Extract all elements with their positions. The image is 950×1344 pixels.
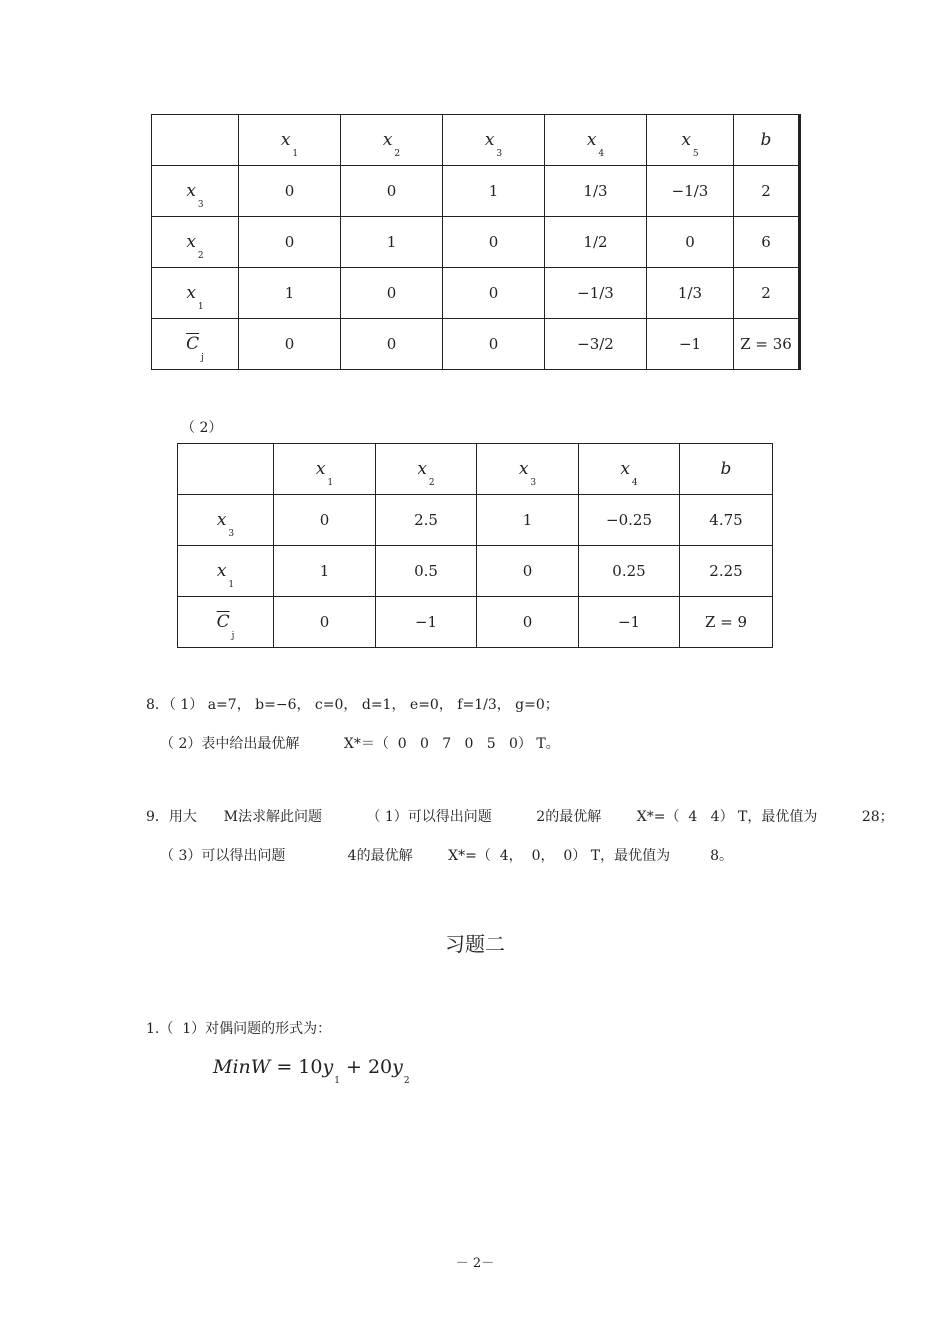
- table-cell: 0: [477, 546, 579, 597]
- header-cell: $x_3$: [477, 444, 579, 495]
- formula-coef-1: 10: [298, 1056, 323, 1078]
- answer-9-line-2: （ 3）可以得出问题 4的最优解 X*=（ 4， 0， 0） T，最优值为 8。: [160, 848, 734, 864]
- table-cell: 1: [274, 546, 376, 597]
- table-row: [152, 268, 800, 319]
- formula-sub-2: 2: [403, 1076, 410, 1086]
- objective-formula: [213, 1056, 410, 1086]
- header-cell: $x_1$: [239, 115, 341, 166]
- reduced-cost-row: [178, 597, 773, 648]
- table-cell: −1/3: [545, 268, 647, 319]
- answer-8-part-2: （ 2）表中给出最优解 X*＝（ 0 0 7 0 5 0） T。: [160, 736, 560, 752]
- row-label: $x_2$: [152, 217, 239, 268]
- table-cell: −1: [579, 597, 680, 648]
- table-cell: −1: [647, 319, 734, 370]
- section-heading: 习题二: [445, 932, 505, 956]
- table-cell: −1/3: [647, 166, 734, 217]
- simplex-table-1: [151, 114, 801, 370]
- table-row: [178, 495, 773, 546]
- row-label: $\overline{C}_j$: [152, 319, 239, 370]
- table-header-row: [152, 115, 800, 166]
- corner-cell: [152, 115, 239, 166]
- corner-cell: [178, 444, 274, 495]
- table-cell: −1: [376, 597, 477, 648]
- table-cell: 6: [734, 217, 800, 268]
- table-cell: 2: [734, 166, 800, 217]
- formula-sub-1: 1: [334, 1076, 340, 1086]
- table-cell: 1/3: [545, 166, 647, 217]
- table-header-row: [178, 444, 773, 495]
- table2-caption: （ 2）: [181, 420, 223, 436]
- formula-var-2: y: [392, 1056, 403, 1078]
- table-cell: 0: [443, 268, 545, 319]
- table-cell: 1: [341, 217, 443, 268]
- table-cell: 0: [341, 268, 443, 319]
- formula-lhs: MinW: [213, 1056, 271, 1078]
- answer-9-line-1: 9．用大 M法求解此问题 （ 1）可以得出问题 2的最优解 X*=（ 4 4） T，最优值为 28；: [146, 809, 894, 825]
- table-cell: −3/2: [545, 319, 647, 370]
- table-cell: 0: [443, 319, 545, 370]
- answer-8-part-1: 8．（ 1） a=7， b=−6， c=0， d=1， e=0， f=1/3， g=0；: [146, 697, 559, 713]
- row-label: $x_3$: [178, 495, 274, 546]
- formula-equals: =: [270, 1056, 299, 1078]
- objective-cell: Z = 36: [734, 319, 800, 370]
- table-row: [152, 217, 800, 268]
- formula-plus: +: [339, 1056, 368, 1078]
- table-cell: 0: [341, 166, 443, 217]
- header-cell: $x_4$: [579, 444, 680, 495]
- header-cell: $x_2$: [341, 115, 443, 166]
- table-cell: 0: [341, 319, 443, 370]
- table-row: [178, 546, 773, 597]
- header-cell: $x_3$: [443, 115, 545, 166]
- table-row: [152, 166, 800, 217]
- table-cell: 4.75: [680, 495, 773, 546]
- table-cell: 0: [239, 319, 341, 370]
- row-label: $x_1$: [152, 268, 239, 319]
- simplex-table-2: [177, 443, 773, 648]
- row-label: $x_3$: [152, 166, 239, 217]
- table-cell: 0: [239, 217, 341, 268]
- table-cell: −0.25: [579, 495, 680, 546]
- header-cell: $x_4$: [545, 115, 647, 166]
- table-cell: 1/2: [545, 217, 647, 268]
- header-cell: $x_5$: [647, 115, 734, 166]
- table-cell: 0: [443, 217, 545, 268]
- formula-var-1: y: [322, 1056, 334, 1078]
- table-cell: 2.5: [376, 495, 477, 546]
- formula-coef-2: 20: [367, 1056, 393, 1078]
- table-cell: 0.5: [376, 546, 477, 597]
- table-cell: 0.25: [579, 546, 680, 597]
- table-cell: 0: [647, 217, 734, 268]
- header-cell: $x_2$: [376, 444, 477, 495]
- objective-cell: Z = 9: [680, 597, 773, 648]
- header-cell: b: [734, 115, 800, 166]
- table-cell: 2.25: [680, 546, 773, 597]
- table-cell: 1/3: [647, 268, 734, 319]
- table-cell: 0: [274, 495, 376, 546]
- table-cell: 2: [734, 268, 800, 319]
- table-cell: 1: [477, 495, 579, 546]
- answer-1-intro: 1.（ 1）对偶问题的形式为：: [146, 1021, 332, 1037]
- table-cell: 0: [477, 597, 579, 648]
- page-number: － 2－: [455, 1256, 495, 1271]
- table-cell: 1: [239, 268, 341, 319]
- table-cell: 0: [274, 597, 376, 648]
- reduced-cost-row: [152, 319, 800, 370]
- row-label: $x_1$: [178, 546, 274, 597]
- table-cell: 1: [443, 166, 545, 217]
- header-cell: $x_1$: [274, 444, 376, 495]
- row-label: $\overline{C}_j$: [178, 597, 274, 648]
- table-cell: 0: [239, 166, 341, 217]
- header-cell: b: [680, 444, 773, 495]
